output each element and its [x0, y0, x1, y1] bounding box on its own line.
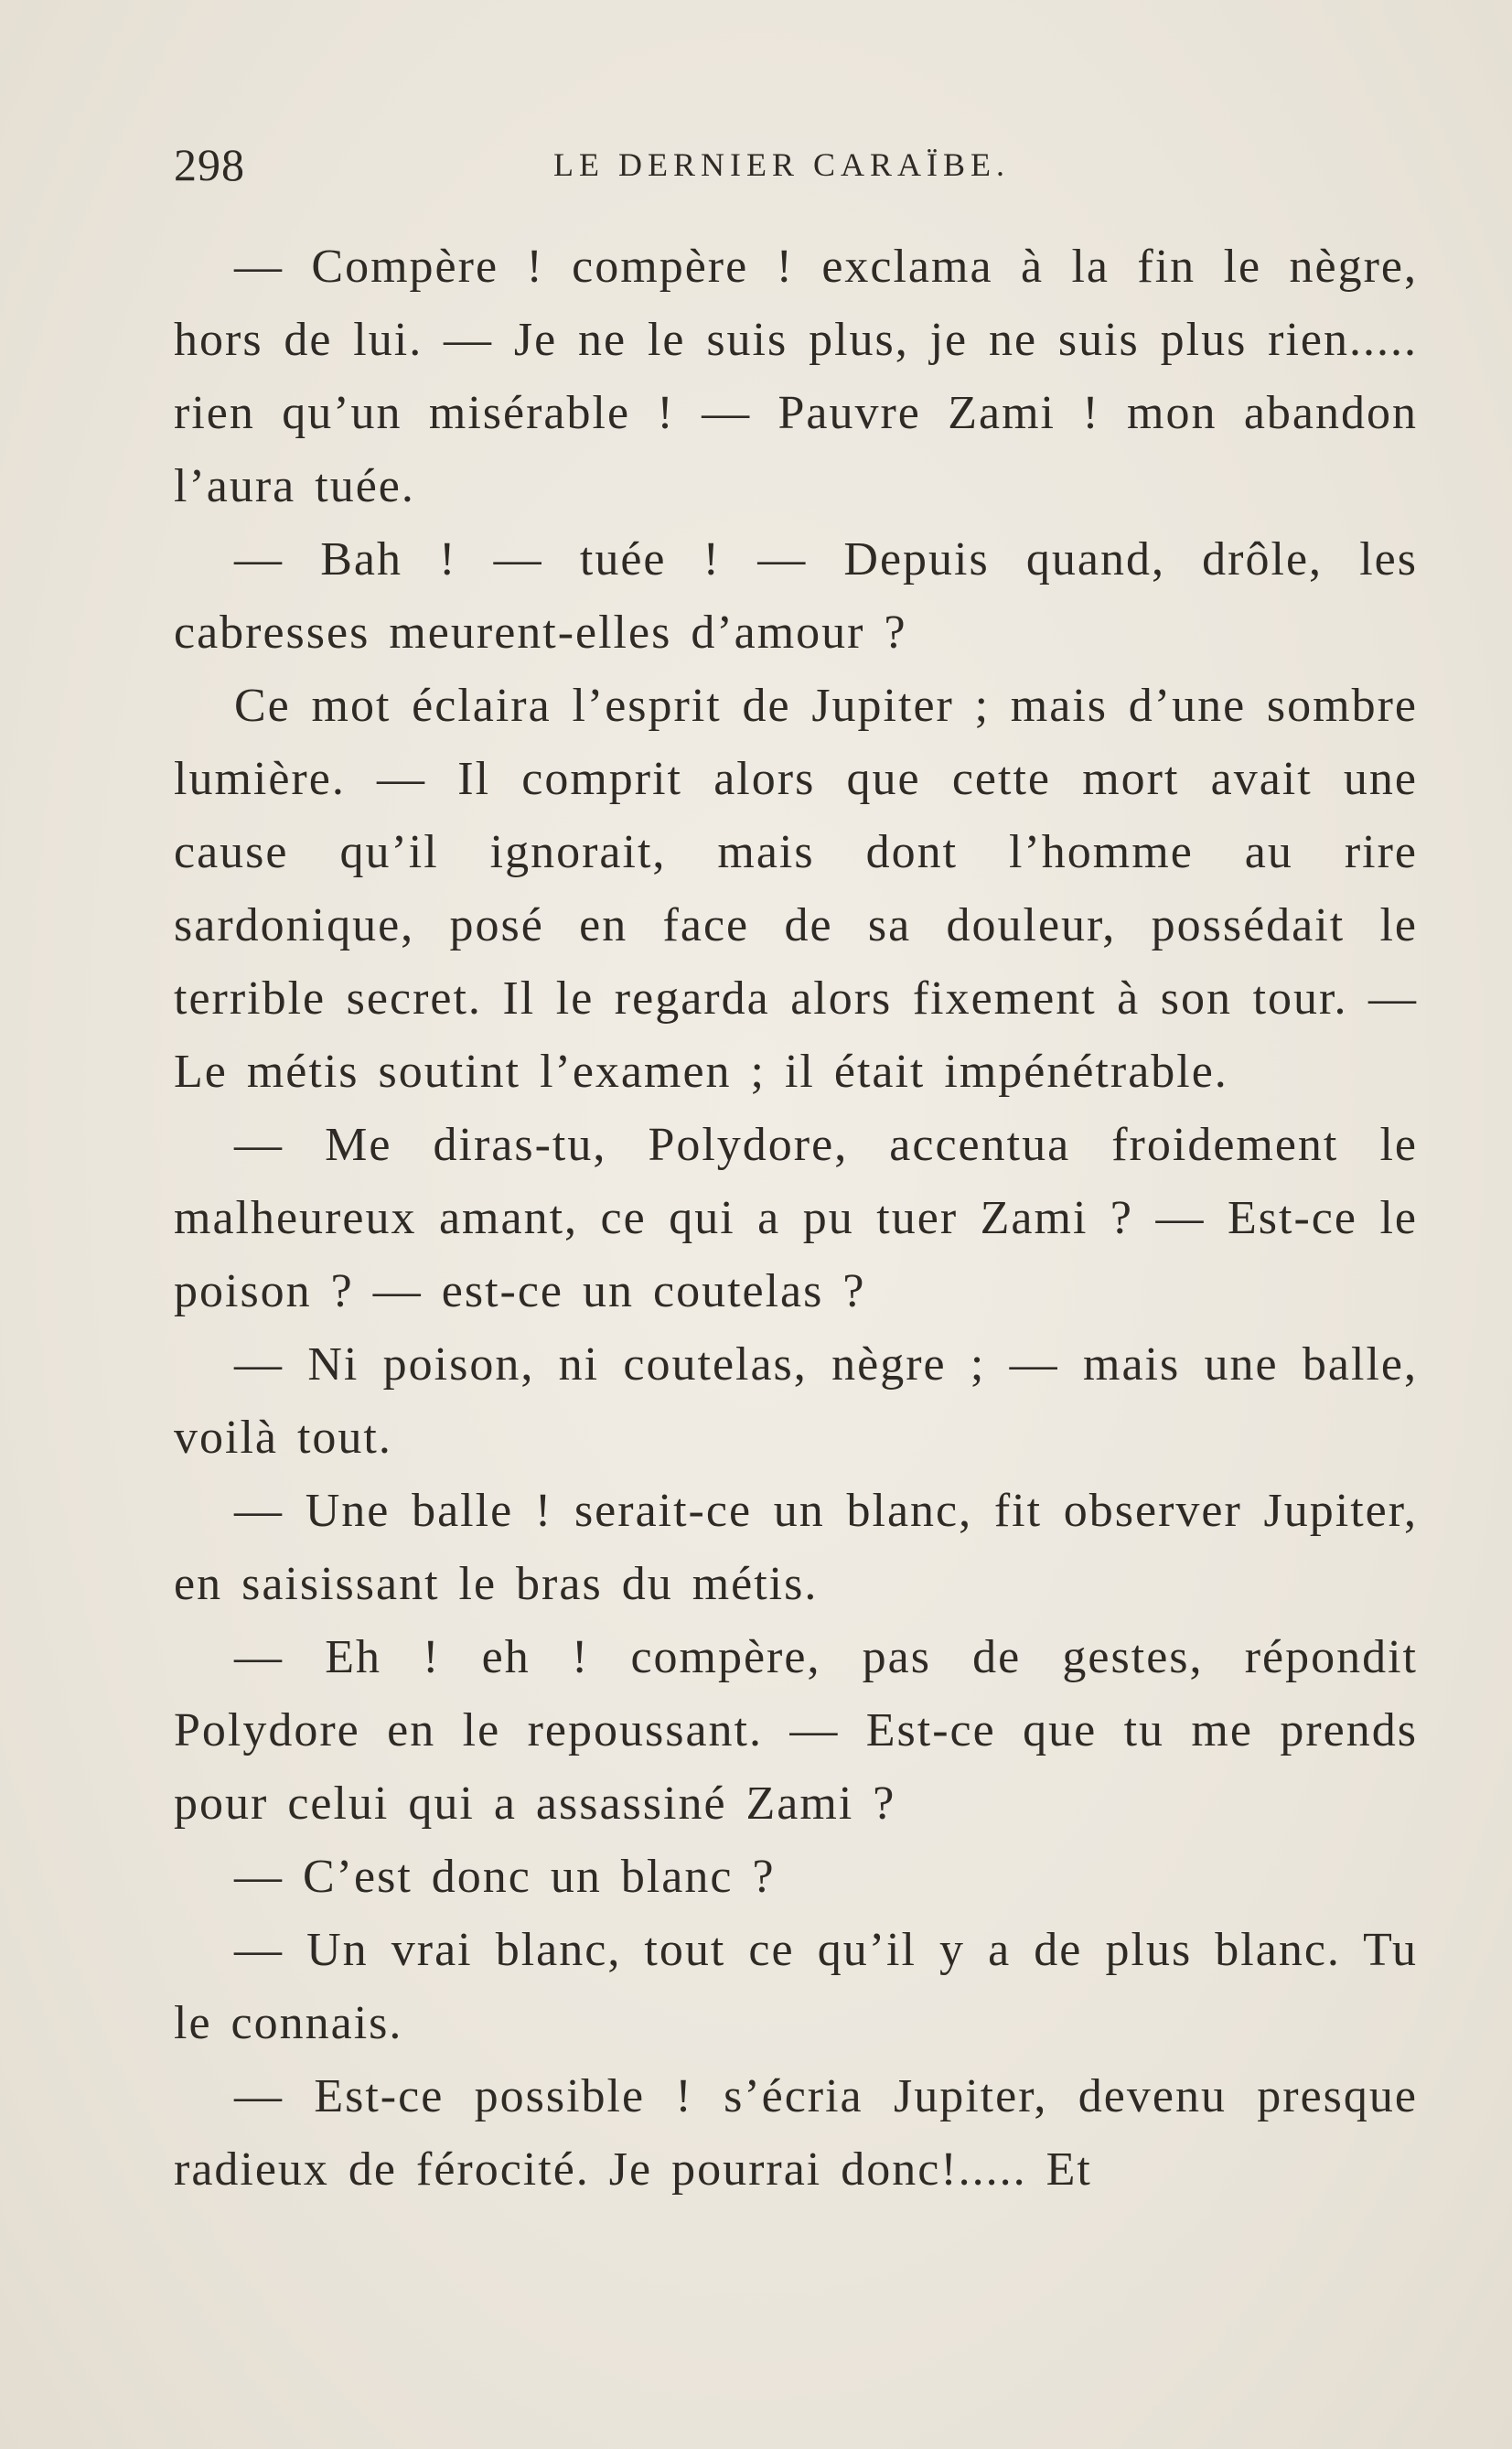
paragraph: — Une balle ! serait-ce un blanc, fit observer Jupiter, en saisissant le bras du métis.	[174, 1485, 1418, 1610]
running-title: LE DERNIER CARAÏBE.	[553, 146, 1010, 183]
paragraph: — Me diras-tu, Polydore, accentua froidement le malheureux amant, ce qui a pu tuer Zami ? — Est-ce le poison ? — est-ce un coutelas ?	[174, 1119, 1418, 1317]
paragraph: — Ni poison, ni coutelas, nègre ; — mais une balle, voilà tout.	[174, 1338, 1418, 1464]
paragraph: — Compère ! compère ! exclama à la fin le nègre, hors de lui. — Je ne le suis plus, je ne suis plus rien..... rien qu’un misérable ! — Pauvre Zami ! mon abandon l’aura tuée.	[174, 241, 1418, 512]
page-number: 298	[174, 139, 245, 190]
paragraph: — Eh ! eh ! compère, pas de gestes, répondit Polydore en le repoussant. — Est-ce que tu me prends pour celui qui a assassiné Zami ?	[174, 1631, 1418, 1830]
paragraph: — Un vrai blanc, tout ce qu’il y a de plus blanc. Tu le connais.	[174, 1924, 1418, 2049]
paragraph: — C’est donc un blanc ?	[234, 1851, 776, 1903]
paragraph: Ce mot éclaira l’esprit de Jupiter ; mais d’une sombre lumière. — Il comprit alors que cette mort avait une cause qu’il ignorait, mais dont l’homme au rire sardonique, posé en face de sa douleur, possédait le terrible secret. Il le regarda alors fixement à son tour. — Le métis soutint l’examen ; il était impénétrable.	[174, 680, 1418, 1098]
paragraph: — Bah ! — tuée ! — Depuis quand, drôle, les cabresses meurent-elles d’amour ?	[174, 533, 1418, 659]
body-text	[174, 231, 1418, 2207]
page-header	[174, 133, 1418, 197]
paragraph: — Est-ce possible ! s’écria Jupiter, devenu presque radieux de férocité. Je pourrai donc!..... Et	[174, 2070, 1418, 2196]
